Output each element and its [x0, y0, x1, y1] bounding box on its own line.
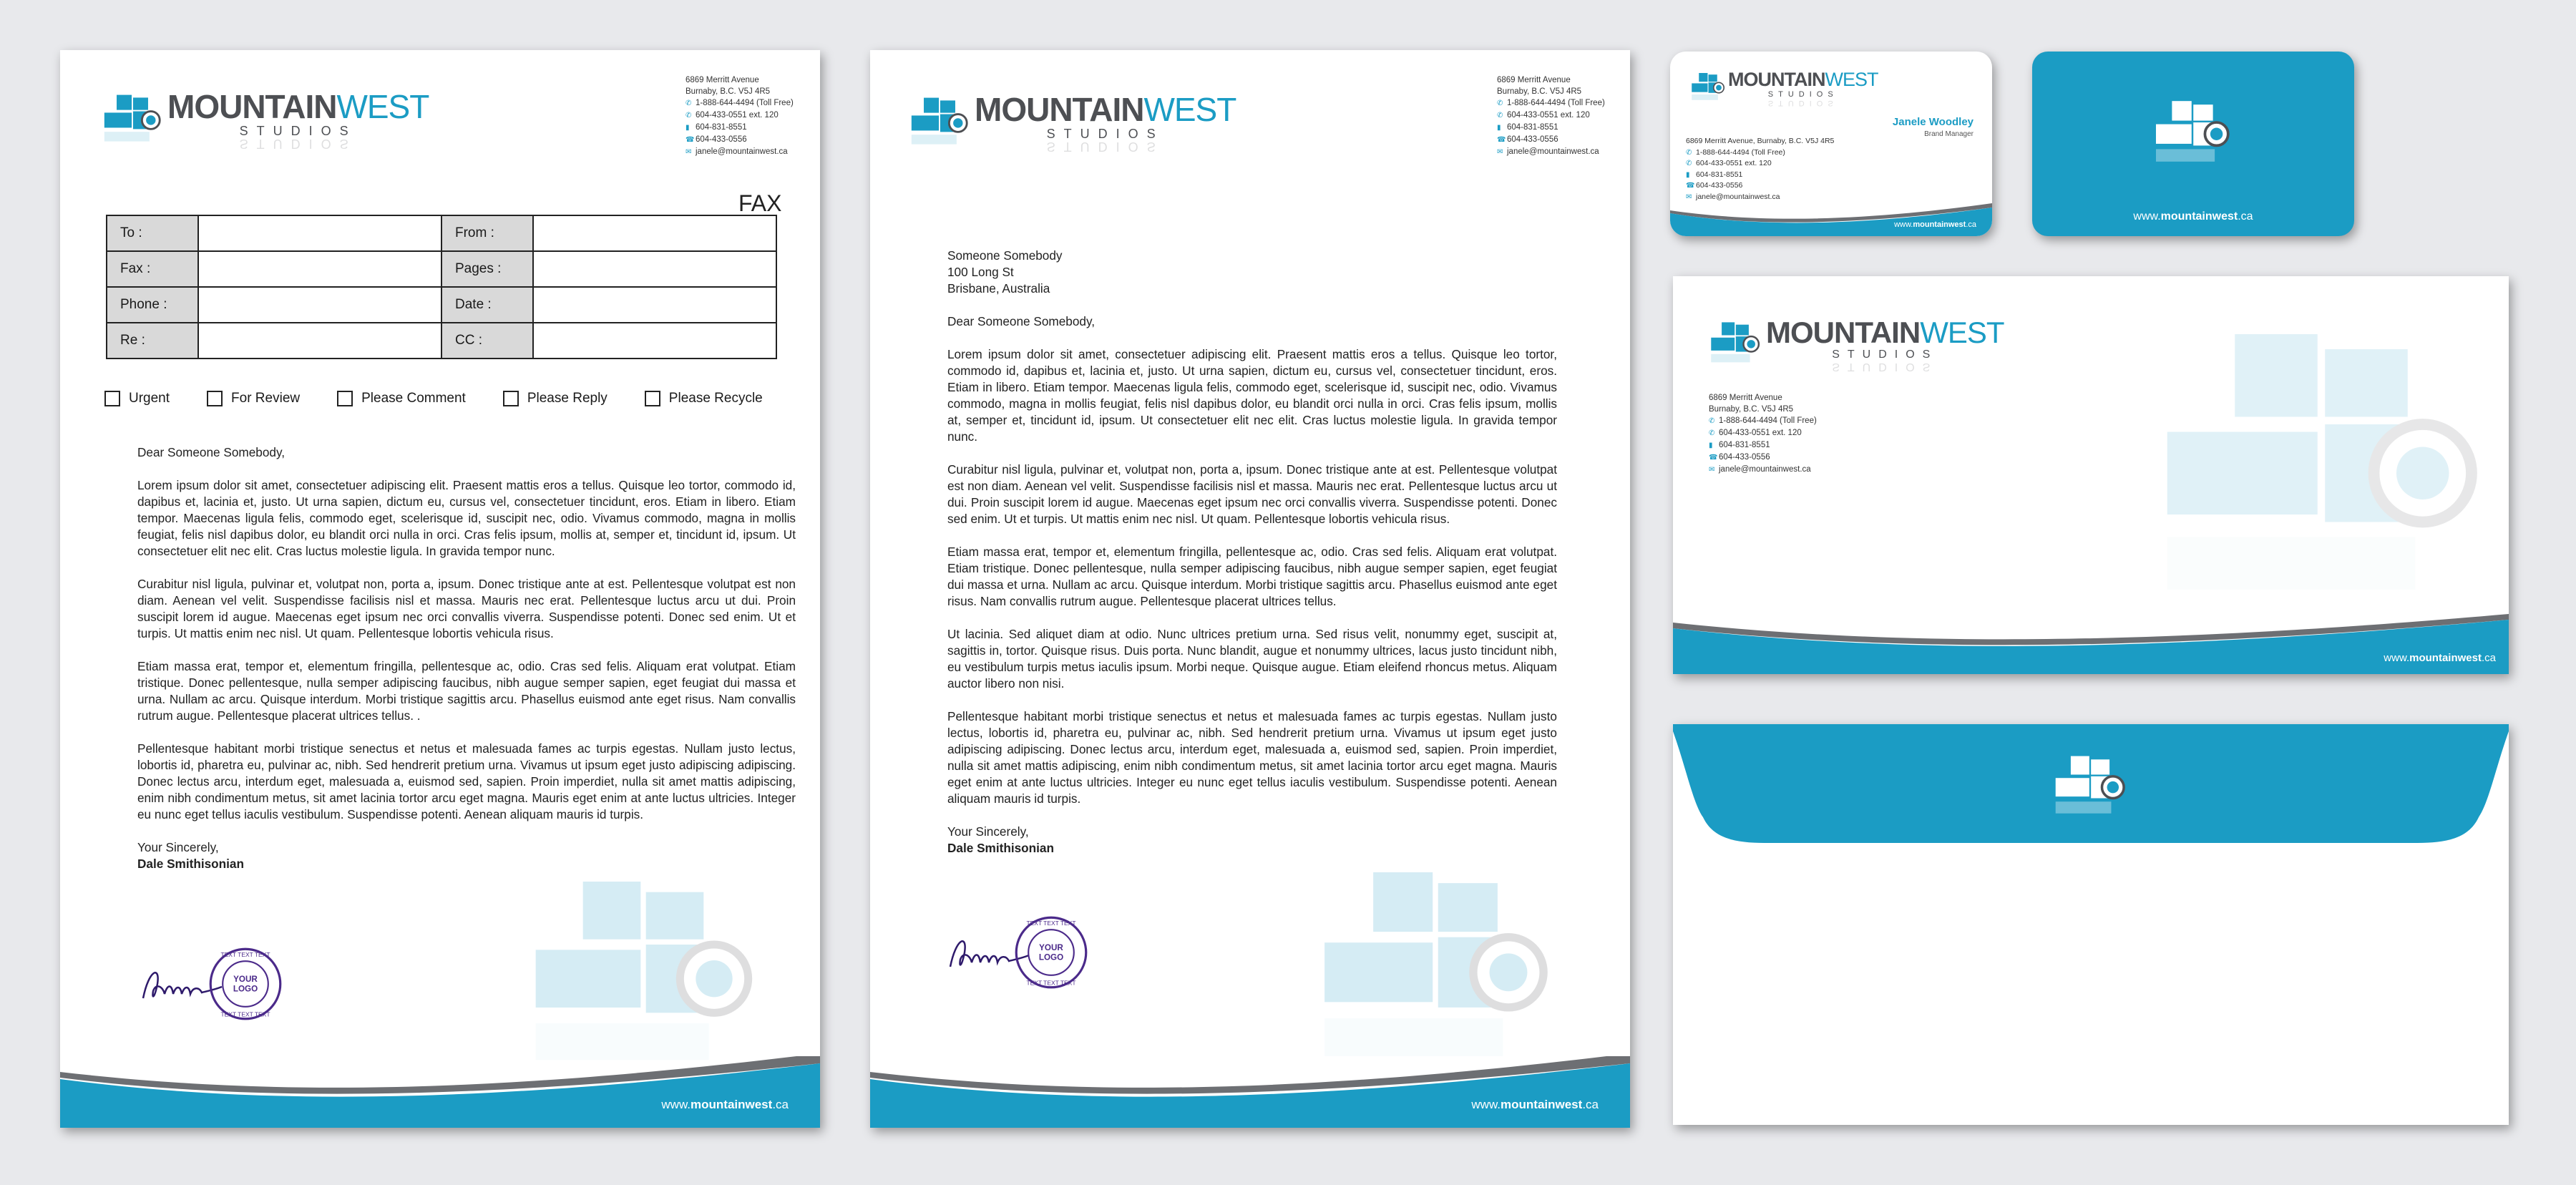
mobile-icon: ▮	[686, 124, 690, 132]
fax-row	[107, 323, 776, 359]
fax-icon: ☎	[1497, 136, 1506, 144]
contact-block	[1497, 74, 1605, 158]
camera-logo-icon	[909, 87, 970, 157]
body-paragraph: Curabitur nisl ligula, pulvinar et, volutpat non, porta a, ipsum. Donec tristique ante at est. Pellentesque volutpat est non diam. Aenean vel velit. Suspendisse facilisis nisl et massa. Mauris nec erat. Pellentesque luctus arcu ut dui. Proin suscipit lorem id augue. Maecenas eget ipsum nec orci convallis viverra. Suspendisse potenti. Donec sed enim. Ut et turpis. Ut mattis enim nec nisl. Ut quam. Pellentesque lobortis vehicula risus.	[137, 577, 796, 640]
letterhead-sheet	[870, 50, 1630, 1128]
from-field[interactable]	[533, 215, 776, 251]
phone-tollfree: 1-888-644-4494 (Toll Free)	[696, 99, 794, 107]
footer-wave	[870, 1056, 1630, 1128]
address-line-1: 6869 Merritt Avenue	[1497, 76, 1571, 84]
mobile-number: 604-831-8551	[1696, 170, 1743, 179]
card-holder-name: Janele Woodley	[1892, 116, 1974, 128]
fax-title: FAX	[738, 190, 782, 216]
fax-icon: ☎	[686, 136, 695, 144]
checkbox-label: Please Recycle	[668, 391, 763, 406]
brand-name-reflection: STUDIOS	[239, 137, 357, 151]
card-holder-title: Brand Manager	[1924, 130, 1974, 138]
fax-icon: ☎	[1709, 454, 1718, 462]
stamp-icon	[208, 946, 283, 1022]
website-prefix: www.	[2133, 210, 2161, 223]
email-address: janele@mountainwest.ca	[696, 147, 788, 156]
camera-logo-icon	[1690, 67, 1726, 107]
phone-icon: ✆	[686, 99, 692, 107]
brand-name-sub: STUDIOS	[1046, 127, 1164, 141]
checkbox-urgent[interactable]	[104, 391, 170, 406]
phone-icon: ✆	[1686, 160, 1692, 167]
camera-watermark-icon	[525, 869, 761, 1083]
footer-wave	[1670, 203, 1992, 236]
stamp-icon	[1013, 915, 1089, 990]
footer-wave	[60, 1056, 820, 1128]
re-field[interactable]	[198, 323, 441, 359]
brand-name-accent: WEST	[1920, 316, 2004, 349]
brand-name-sub: STUDIOS	[1832, 348, 1938, 361]
pages-field[interactable]	[533, 251, 776, 287]
email-icon: ✉	[686, 148, 692, 156]
checkbox-box[interactable]	[104, 391, 120, 406]
body-paragraph: Lorem ipsum dolor sit amet, consectetuer adipiscing elit. Praesent mattis eros a tellus. Quisque leo tortor, commodo id, dapibus et, lacinia et, justo. Ut urna sapien, dictum eu, cursus vel, consectetuer tincidunt, eros. Etiam in libero. Etiam tempor. Maecenas ligula felis, commodo eget, scelerisque id, suscipit nec, odio. Vivamus commodo, magna in mollis feugiat, felis nisl dapibus dolor, eu blandit orci nulla in orci. Cras felis ipsum, mollis at, semper et, tincidunt id, ipsum. Ut consectetuer elit nec elit. Cras luctus molestie ligula. In gravida tempor nunc.	[137, 478, 796, 558]
body-paragraph: Pellentesque habitant morbi tristique senectus et netus et malesuada fames ac turpis egestas. Nullam justo lectus, lobortis id, pharetra eu, pulvinar ac, nibh. Sed hendrerit pretium urna. Vivamus ut ipsum eget justo adipiscing adipiscing. Donec lectus arcu, interdum eget, malesuada a, euismod sed, sapien. Proin imperdiet, nulla sit amet mattis adipiscing, enim nibh condimentum metus, sit amet lacinia tortor arcu eget magna. Mauris eget enim at ante luctus ultricies. Integer eu nunc eget tellus iaculis vestibulum. Suspendisse potenti. Aenean aliquam mauris id turpis.	[137, 741, 796, 821]
website-link[interactable]	[2032, 210, 2354, 223]
body-paragraph: Etiam massa erat, tempor et, elementum fringilla, pellentesque ac, odio. Cras sed felis. Aliquam erat volutpat. Etiam tristique. Donec pellentesque, nulla semper adipiscing faucibus, nibh augue semper sapien, eget feugiat dui massa et urna. Nullam ac arcu. Quisque interdum. Morbi tristique sagittis arcu. Phasellus euismod ante eget risus. Nam convallis rutrum augue. Pellentesque placerat ultrices tellus.	[947, 545, 1557, 608]
field-label-phone: Phone :	[107, 287, 198, 323]
date-field[interactable]	[533, 287, 776, 323]
letter-body	[947, 248, 1557, 857]
phone-office: 604-433-0551 ext. 120	[1507, 111, 1590, 120]
phone-tollfree: 1-888-644-4494 (Toll Free)	[1696, 147, 1785, 157]
address-line-1: 6869 Merritt Avenue	[686, 76, 759, 84]
fax-number: 604-433-0556	[1719, 453, 1770, 462]
phone-icon: ✆	[686, 112, 692, 120]
phone-tollfree: 1-888-644-4494 (Toll Free)	[1719, 416, 1817, 425]
website-link[interactable]	[1471, 1098, 1599, 1112]
checkbox-please-recycle[interactable]	[645, 391, 763, 406]
checkbox-label: Please Reply	[527, 391, 608, 406]
closing: Your Sincerely,	[947, 824, 1029, 839]
brand-logo	[909, 87, 1236, 157]
closing: Your Sincerely,	[137, 840, 219, 854]
website-domain: mountainwest	[2409, 652, 2482, 664]
camera-logo-icon	[102, 84, 163, 155]
fax-letter-body	[137, 444, 796, 872]
brand-name-main: MOUNTAIN	[167, 88, 337, 125]
email-address: janele@mountainwest.ca	[1507, 147, 1599, 156]
greeting: Dear Someone Somebody,	[137, 445, 286, 459]
brand-logo	[1709, 313, 2004, 374]
brand-name-sub: STUDIOS	[239, 124, 357, 138]
business-card-front	[1670, 52, 1992, 236]
website-domain: mountainwest	[1913, 220, 1966, 229]
checkbox-please-comment[interactable]	[337, 391, 466, 406]
brand-name-reflection: STUDIOS	[1046, 140, 1164, 154]
checkbox-box[interactable]	[207, 391, 223, 406]
brand-name-main: MOUNTAIN	[975, 91, 1144, 128]
checkbox-box[interactable]	[503, 391, 519, 406]
fax-field[interactable]	[198, 251, 441, 287]
website-suffix: .ca	[1966, 220, 1976, 229]
email-address: janele@mountainwest.ca	[1719, 465, 1811, 474]
signer-name: Dale Smithisonian	[947, 841, 1054, 855]
brand-logo	[102, 84, 429, 155]
mobile-icon: ▮	[1686, 170, 1690, 179]
address-line-1: 6869 Merritt Avenue	[1709, 394, 1782, 402]
to-field[interactable]	[198, 215, 441, 251]
phone-icon: ✆	[1686, 148, 1692, 157]
body-paragraph: Lorem ipsum dolor sit amet, consectetuer adipiscing elit. Praesent mattis eros a tellus. Quisque leo tortor, commodo id, dapibus et, lacinia et, justo. Ut urna sapien, dictum eu, cursus vel, consectetuer tincidunt, eros. Etiam in libero. Etiam tempor. Maecenas ligula felis, commodo eget, scelerisque id, suscipit nec, odio. Vivamus commodo, magna in mollis feugiat, felis nisl dapibus dolor, eu blandit orci nulla in orci. Cras felis ipsum, mollis at, semper et, tincidunt id, ipsum. Ut consectetuer elit nec elit. Cras luctus molestie ligula. In gravida tempor nunc.	[947, 347, 1557, 444]
email-address: janele@mountainwest.ca	[1696, 192, 1780, 201]
website-suffix: .ca	[1582, 1098, 1599, 1111]
brand-logo	[1690, 67, 1878, 107]
field-label-date: Date :	[441, 287, 533, 323]
address-line: 6869 Merritt Avenue, Burnaby, B.C. V5J 4R5	[1686, 137, 1835, 145]
recipient-street: 100 Long St	[947, 265, 1014, 279]
mobile-icon: ▮	[1709, 442, 1713, 449]
brand-name-main: MOUNTAIN	[1728, 69, 1825, 90]
checkbox-box[interactable]	[645, 391, 660, 406]
signer-name: Dale Smithisonian	[137, 857, 244, 871]
brand-name-reflection: STUDIOS	[1767, 99, 1838, 107]
email-icon: ✉	[1497, 148, 1503, 156]
brand-name-reflection: STUDIOS	[1832, 361, 1938, 373]
recipient-city: Brisbane, Australia	[947, 281, 1050, 296]
contact-block	[1686, 136, 1834, 203]
phone-tollfree: 1-888-644-4494 (Toll Free)	[1507, 99, 1605, 107]
field-label-re: Re :	[107, 323, 198, 359]
business-card-back	[2032, 52, 2354, 236]
fax-number: 604-433-0556	[1696, 181, 1743, 190]
camera-logo-icon	[1709, 313, 1762, 374]
body-paragraph: Ut lacinia. Sed aliquet diam at odio. Nunc ultrices pretium urna. Sed risus velit, nonummy eget, suscipit at, sagittis in, tortor. Quisque risus. Duis porta. Nunc blandit, augue et nonummy ultrices, lacus justo tincidunt nibh, eu vestibulum turpis metus iaculis ipsum. Morbi neque. Quisque augue. Etiam eleifend rhoncus metus. Aliquam auctor libero non nisi.	[947, 627, 1557, 691]
fax-icon: ☎	[1686, 182, 1695, 190]
checkbox-please-reply[interactable]	[503, 391, 608, 406]
checkbox-label: Urgent	[129, 391, 170, 406]
brand-name-accent: WEST	[1825, 69, 1878, 90]
checkbox-label: For Review	[231, 391, 301, 406]
phone-field[interactable]	[198, 287, 441, 323]
field-label-from: From :	[441, 215, 533, 251]
fax-number: 604-433-0556	[696, 135, 747, 144]
fax-sheet	[60, 50, 820, 1128]
camera-logo-icon	[2152, 89, 2233, 177]
recipient-name: Someone Somebody	[947, 248, 1063, 263]
footer-wave	[1673, 610, 2509, 674]
fax-row	[107, 287, 776, 323]
website-suffix: .ca	[772, 1098, 789, 1111]
fax-row	[107, 215, 776, 251]
email-icon: ✉	[1686, 192, 1692, 201]
phone-icon: ✆	[1709, 417, 1715, 425]
fax-number: 604-433-0556	[1507, 135, 1558, 144]
website-prefix: www.	[1894, 220, 1913, 229]
brand-name-sub: STUDIOS	[1767, 90, 1838, 99]
website-suffix: .ca	[2481, 652, 2496, 664]
fax-fields-table	[106, 215, 777, 359]
contact-block	[686, 74, 794, 158]
phone-icon: ✆	[1497, 112, 1503, 120]
phone-office: 604-433-0551 ext. 120	[1696, 159, 1772, 167]
cc-field[interactable]	[533, 323, 776, 359]
greeting: Dear Someone Somebody,	[947, 314, 1096, 328]
field-label-fax: Fax :	[107, 251, 198, 287]
address-line-2: Burnaby, B.C. V5J 4R5	[1709, 405, 1794, 414]
phone-office: 604-433-0551 ext. 120	[1719, 429, 1802, 437]
website-link[interactable]	[1894, 220, 1976, 229]
fax-row	[107, 251, 776, 287]
body-paragraph: Pellentesque habitant morbi tristique senectus et netus et malesuada fames ac turpis egestas. Nullam justo lectus, lobortis id, pharetra eu, pulvinar ac, nibh. Sed hendrerit pretium urna. Vivamus ut ipsum eget justo adipiscing adipiscing. Donec lectus arcu, interdum eget, malesuada a, euismod sed, sapien. Proin imperdiet, nulla sit amet mattis adipiscing, enim nibh condimentum metus, sit amet lacinia tortor arcu eget magna. Mauris eget enim at ante luctus ultricies. Integer eu nunc eget tellus iaculis vestibulum. Suspendisse potenti. Aenean aliquam mauris id turpis.	[947, 709, 1557, 806]
checkbox-for-review[interactable]	[207, 391, 300, 406]
field-label-cc: CC :	[441, 323, 533, 359]
website-prefix: www.	[2384, 652, 2410, 664]
website-prefix: www.	[661, 1098, 691, 1111]
checkbox-box[interactable]	[337, 391, 353, 406]
mobile-number: 604-831-8551	[696, 123, 747, 132]
field-label-to: To :	[107, 215, 198, 251]
body-paragraph: Curabitur nisl ligula, pulvinar et, volutpat non, porta a, ipsum. Donec tristique ante at est. Pellentesque volutpat est non diam. Aenean vel velit. Suspendisse facilisis nisl et massa. Mauris nec erat. Pellentesque luctus arcu ut dui. Proin suscipit lorem id augue. Maecenas eget ipsum nec orci convallis viverra. Suspendisse potenti. Donec sed enim. Ut et turpis. Ut mattis enim nec nisl. Ut quam. Pellentesque lobortis vehicula risus.	[947, 462, 1557, 526]
mobile-icon: ▮	[1497, 124, 1501, 132]
website-domain: mountainwest	[691, 1098, 773, 1111]
phone-icon: ✆	[1497, 99, 1503, 107]
body-paragraph: Etiam massa erat, tempor et, elementum fringilla, pellentesque ac, odio. Cras sed felis. Aliquam erat volutpat. Etiam tristique. Donec pellentesque, nulla semper adipiscing faucibus, nibh augue semper sapien, eget feugiat dui massa et urna. Nullam ac arcu. Quisque interdum. Morbi tristique sagittis arcu. Phasellus euismod ante eget risus. Nam convallis rutrum augue. Pellentesque placerat ultrices tellus. .	[137, 659, 796, 723]
mobile-number: 604-831-8551	[1719, 441, 1770, 449]
field-label-pages: Pages :	[441, 251, 533, 287]
website-domain: mountainwest	[2160, 210, 2238, 223]
website-link[interactable]	[661, 1098, 789, 1112]
address-line-2: Burnaby, B.C. V5J 4R5	[1497, 87, 1582, 96]
address-line-2: Burnaby, B.C. V5J 4R5	[686, 87, 771, 96]
camera-watermark-icon	[2135, 319, 2507, 620]
website-domain: mountainwest	[1501, 1098, 1583, 1111]
camera-watermark-icon	[1314, 859, 1557, 1081]
envelope-back	[1673, 724, 2509, 1125]
website-link[interactable]	[2384, 652, 2496, 664]
phone-office: 604-433-0551 ext. 120	[696, 111, 779, 120]
phone-icon: ✆	[1709, 429, 1715, 437]
contact-block	[1709, 392, 1817, 476]
website-suffix: .ca	[2238, 210, 2253, 223]
envelope-front	[1673, 276, 2509, 674]
brand-name-accent: WEST	[336, 88, 429, 125]
camera-logo-icon	[2052, 746, 2128, 827]
fax-checkbox-row	[104, 391, 763, 406]
website-prefix: www.	[1471, 1098, 1501, 1111]
email-icon: ✉	[1709, 466, 1715, 474]
checkbox-label: Please Comment	[361, 391, 466, 406]
brand-name-main: MOUNTAIN	[1766, 316, 1921, 349]
mobile-number: 604-831-8551	[1507, 123, 1558, 132]
brand-name-accent: WEST	[1143, 91, 1236, 128]
